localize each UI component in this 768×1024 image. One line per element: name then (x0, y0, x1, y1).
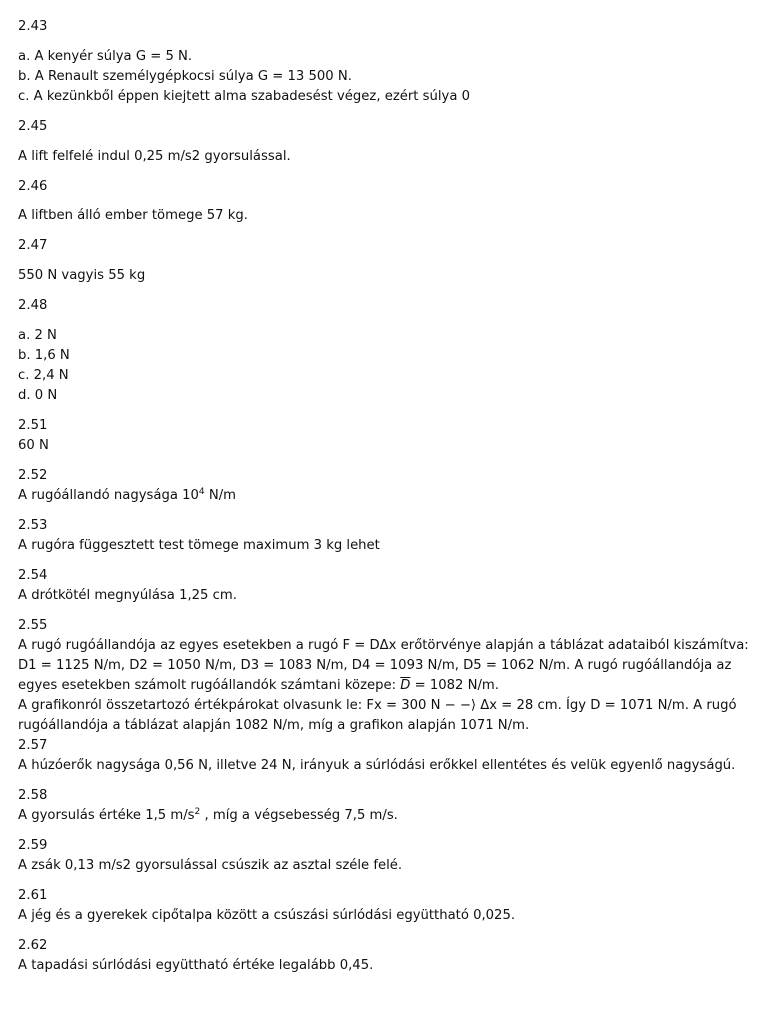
answer-unit: N/m (204, 488, 236, 503)
section-number: 2.52 (18, 468, 48, 483)
answer-line: a. 2 N (18, 328, 57, 343)
answer-line: b. 1,6 N (18, 348, 70, 363)
section-number: 2.58 (18, 788, 48, 803)
answer-text: , míg a végsebesség 7,5 m/s. (200, 808, 398, 823)
answer-line: A rugó rugóállandója az egyes esetekben a rugó F = DΔx erőtörvénye alapján a táblázat adataiból kiszámítva: (18, 638, 749, 653)
superscript: 2 (194, 807, 201, 817)
section-number: 2.59 (18, 838, 48, 853)
answer-line (18, 676, 499, 696)
answer-line: 60 N (18, 438, 49, 453)
section-number: 2.46 (18, 179, 48, 194)
answer-text: egyes esetekben számolt rugóállandók számtani közepe: (18, 678, 401, 693)
section-number: 2.54 (18, 568, 48, 583)
section-number: 2.55 (18, 618, 48, 633)
answer-line: A húzóerők nagysága 0,56 N, illetve 24 N, irányuk a súrlódási erőkkel ellentétes és velük egyenlő nagyságú. (18, 758, 736, 773)
answer-line: d. 0 N (18, 388, 58, 403)
answer-line: A tapadási súrlódási együttható értéke legalább 0,45. (18, 958, 374, 973)
mean-symbol: $\overline{D}$ (400, 678, 411, 693)
answer-line: A grafikonról összetartozó értékpárokat olvasunk le: Fx = 300 N − −⟩ Δx = 28 cm. Így D = 1071 N/m. A rugó (18, 698, 737, 713)
section-number: 2.57 (18, 738, 48, 753)
superscript: 4 (198, 487, 205, 497)
answer-line: A lift felfelé indul 0,25 m/s2 gyorsulással. (18, 149, 291, 164)
answer-text: A gyorsulás értéke 1,5 m/s (18, 808, 195, 823)
answer-line: 550 N vagyis 55 kg (18, 268, 146, 283)
section-number: 2.61 (18, 888, 48, 903)
answer-line: A zsák 0,13 m/s2 gyorsulással csúszik az asztal széle felé. (18, 858, 403, 873)
answer-line: c. 2,4 N (18, 368, 69, 383)
answer-line: A drótkötél megnyúlása 1,25 cm. (18, 588, 237, 603)
section-number: 2.53 (18, 518, 48, 533)
answer-line (18, 486, 236, 507)
section-number: 2.48 (18, 298, 48, 313)
answer-text: = 1082 N/m. (410, 678, 499, 693)
section-number: 2.47 (18, 238, 48, 253)
section-number: 2.43 (18, 19, 48, 34)
answer-text: A rugóállandó nagysága 10 (18, 488, 199, 503)
answer-line: a. A kenyér súlya G = 5 N. (18, 49, 193, 64)
answer-line (18, 806, 398, 827)
answer-line: c. A kezünkből éppen kiejtett alma szabadesést végez, ezért súlya 0 (18, 89, 471, 104)
answer-line: rugóállandója a táblázat alapján 1082 N/m, míg a grafikon alapján 1071 N/m. (18, 718, 530, 733)
section-number: 2.62 (18, 938, 48, 953)
answer-line: D1 = 1125 N/m, D2 = 1050 N/m, D3 = 1083 N/m, D4 = 1093 N/m, D5 = 1062 N/m. A rugó rugóállandója az (18, 658, 732, 673)
answer-line: A jég és a gyerekek cipőtalpa között a csúszási súrlódási együttható 0,025. (18, 908, 516, 923)
answer-line: A rugóra függesztett test tömege maximum 3 kg lehet (18, 538, 380, 553)
section-number: 2.45 (18, 119, 48, 134)
section-number: 2.51 (18, 418, 48, 433)
answer-line: b. A Renault személygépkocsi súlya G = 13 500 N. (18, 69, 352, 84)
answer-line: A liftben álló ember tömege 57 kg. (18, 208, 248, 223)
